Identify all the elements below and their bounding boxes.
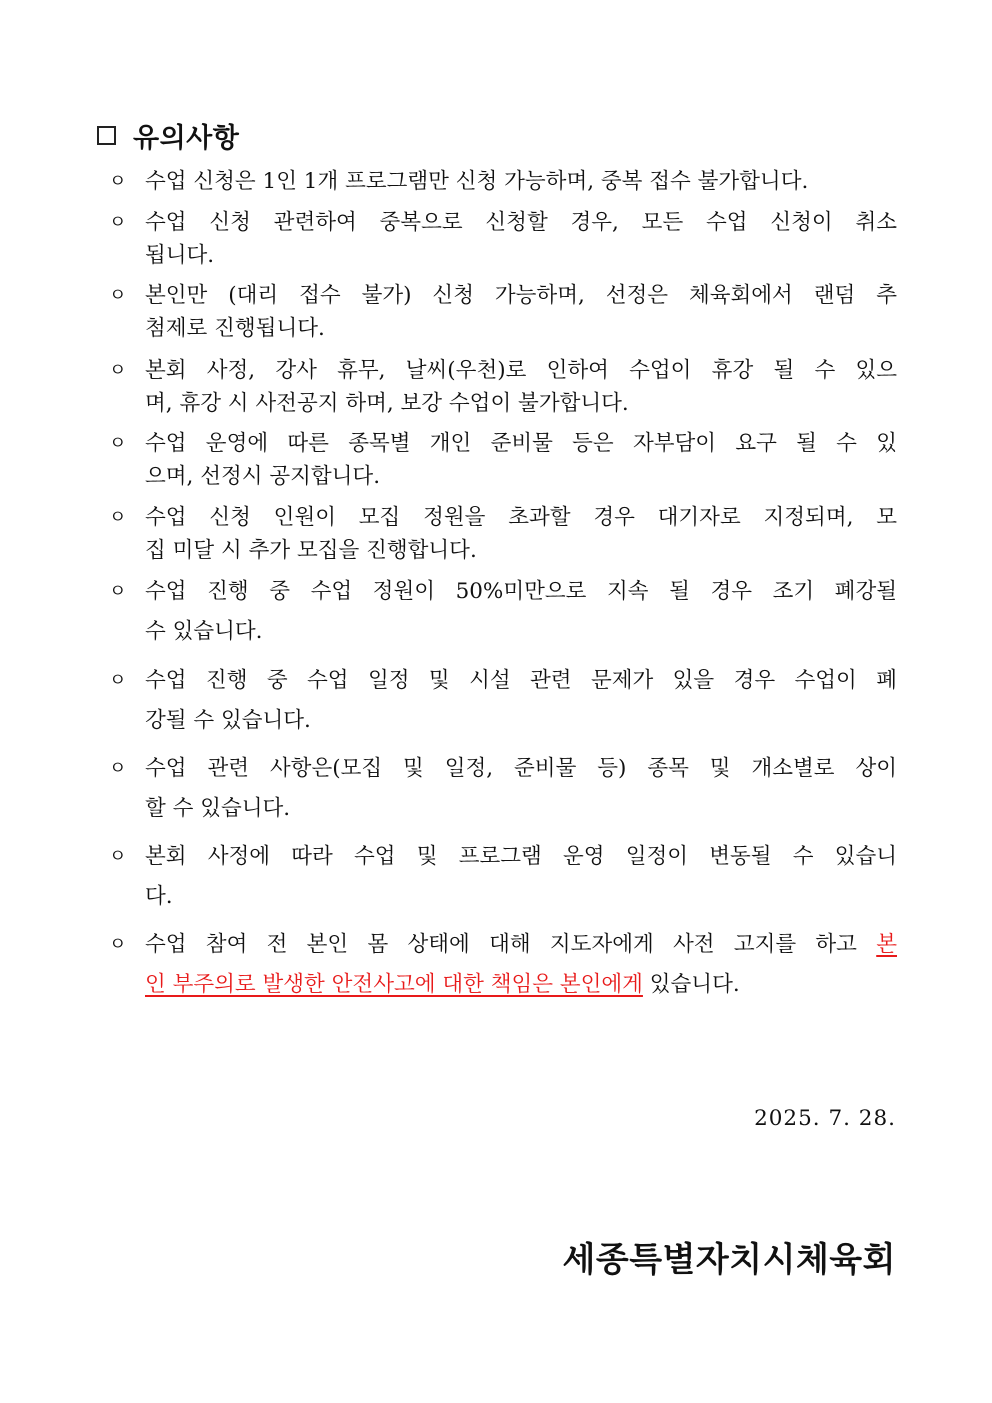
list-item-line: 본인만 (대리 접수 불가) 신청 가능하며, 선정은 체육회에서 랜덤 추 <box>145 283 897 308</box>
list-item-line: 할 수 있습니다. <box>145 796 291 821</box>
bullet-icon: ㅇ <box>109 846 127 867</box>
list-item-line: 수업 진행 중 수업 일정 및 시설 관련 문제가 있을 경우 수업이 폐 <box>145 668 897 693</box>
warning-highlight-text: 인 부주의로 발생한 안전사고에 대한 책임은 본인에게 <box>145 972 643 997</box>
list-item-line: 으며, 선정시 공지합니다. <box>145 464 381 489</box>
list-item-line: 본회 사정에 따라 수업 및 프로그램 운영 일정이 변동될 수 있습니 <box>145 844 897 869</box>
bullet-icon: ㅇ <box>109 507 127 528</box>
list-item-line: 강될 수 있습니다. <box>145 708 311 733</box>
list-item-line: 됩니다. <box>145 243 215 268</box>
bullet-icon: ㅇ <box>109 581 127 602</box>
bullet-icon: ㅇ <box>109 360 127 381</box>
list-item-line: 며, 휴강 시 사전공지 하며, 보강 수업이 불가합니다. <box>145 391 629 416</box>
bullet-icon: ㅇ <box>109 433 127 454</box>
organization-name: 세종특별자치시체육회 <box>562 1240 896 1280</box>
list-item-line: 첨제로 진행됩니다. <box>145 316 325 341</box>
list-item-line: 수업 관련 사항은(모집 및 일정, 준비물 등) 종목 및 개소별로 상이 <box>145 756 897 781</box>
bullet-icon: ㅇ <box>109 285 127 306</box>
list-item-line: 수 있습니다. <box>145 619 263 644</box>
section-title-text: 유의사항 <box>133 123 240 154</box>
list-item-text: 수업 참여 전 본인 몸 상태에 대해 지도자에게 사전 고지를 하고 <box>145 932 877 957</box>
list-item-line: 수업 진행 중 수업 정원이 50%미만으로 지속 될 경우 조기 폐강될 <box>145 579 897 604</box>
warning-highlight-text: 본 <box>876 932 897 957</box>
bullet-icon: ㅇ <box>109 171 127 192</box>
section-title <box>97 116 239 155</box>
list-item-line: 수업 신청 관련하여 중복으로 신청할 경우, 모든 수업 신청이 취소 <box>145 210 897 235</box>
list-item-line: 다. <box>145 884 173 909</box>
list-item-line: 수업 운영에 따른 종목별 개인 준비물 등은 자부담이 요구 될 수 있 <box>145 431 897 456</box>
list-item-line: 수업 신청 인원이 모집 정원을 초과할 경우 대기자로 지정되며, 모 <box>145 505 897 530</box>
list-item-line <box>145 930 897 960</box>
bullet-icon: ㅇ <box>109 934 127 955</box>
bullet-icon: ㅇ <box>109 212 127 233</box>
list-item-line: 본회 사정, 강사 휴무, 날씨(우천)로 인하여 수업이 휴강 될 수 있으 <box>145 358 897 383</box>
document-date: 2025. 7. 28. <box>754 1106 896 1131</box>
list-item-text: 있습니다. <box>642 972 740 997</box>
list-item-line: 집 미달 시 추가 모집을 진행합니다. <box>145 538 477 563</box>
list-item-line: 수업 신청은 1인 1개 프로그램만 신청 가능하며, 중복 접수 불가합니다. <box>145 169 809 194</box>
bullet-icon: ㅇ <box>109 670 127 691</box>
bullet-icon: ㅇ <box>109 758 127 779</box>
checkbox-square-icon <box>97 126 116 145</box>
list-item-line <box>145 970 740 1000</box>
